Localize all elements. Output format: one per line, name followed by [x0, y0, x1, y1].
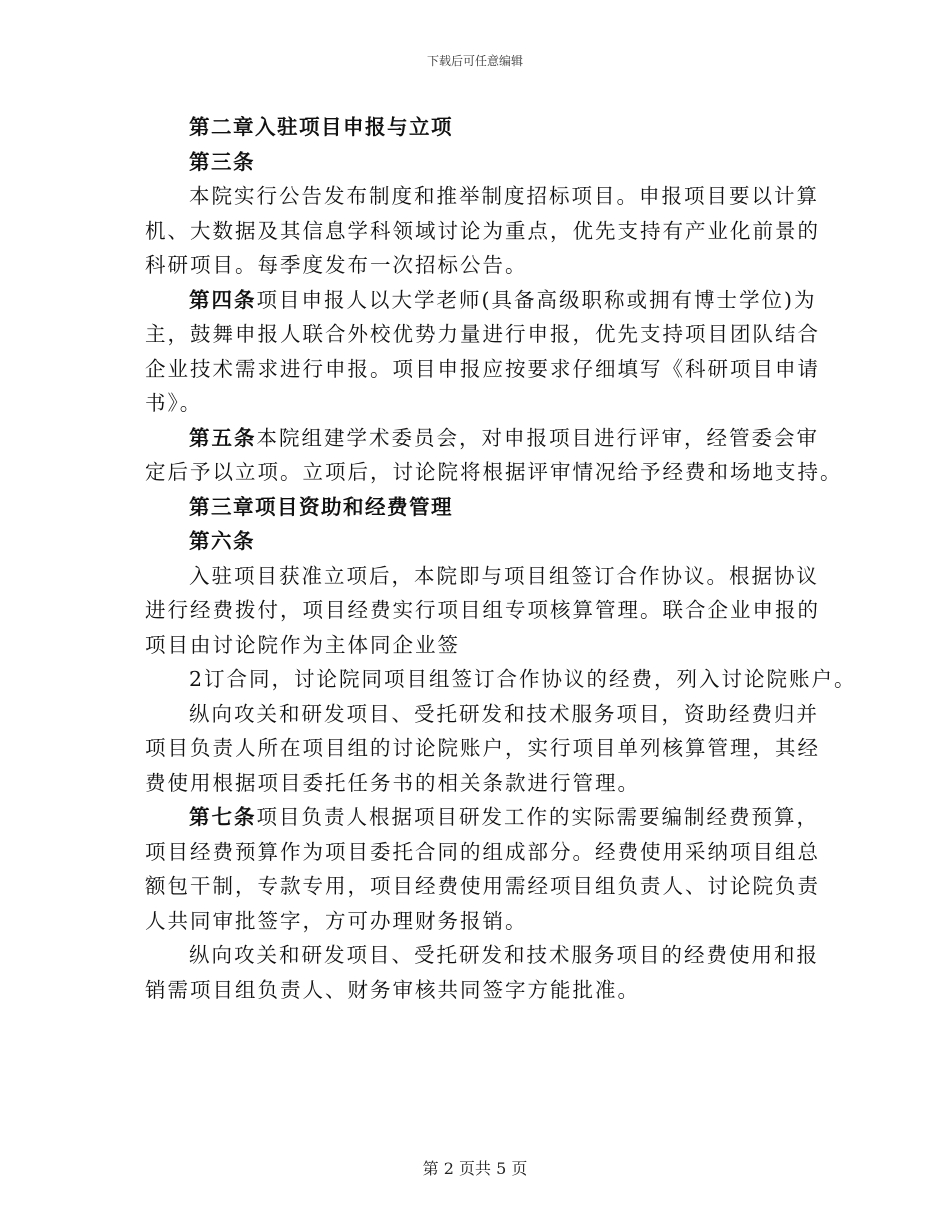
article-5-first-line [145, 421, 819, 456]
article-4-text: 项目申报人以大学老师(具备高级职称或拥有博士学位)为 [256, 287, 817, 312]
article-5-line: 定后予以立项。立项后，讨论院将根据评审情况给予经费和场地支持。 [145, 460, 843, 484]
article-5-label: 第五条 [189, 425, 257, 450]
article-7-line: 额包干制，专款专用，项目经费使用需经项目组负责人、讨论院负责 [145, 874, 820, 898]
article-6-line: 进行经费拨付，项目经费实行项目组专项核算管理。联合企业申报的 [145, 598, 820, 622]
article-7-line: 人共同审批签字，方可办理财务报销。 [145, 908, 528, 933]
chapter-2-title: 第二章入驻项目申报与立项 [189, 115, 453, 139]
article-7-first-line [145, 800, 819, 835]
article-4-line: 主，鼓舞申报人联合外校优势力量进行申报，优先支持项目团队结合 [145, 322, 820, 346]
article-7-text: 项目负责人根据项目研发工作的实际需要编制经费预算， [256, 805, 819, 829]
chapter-3-title: 第三章项目资助和经费管理 [189, 494, 453, 519]
article-5-text: 本院组建学术委员会，对申报项目进行评审，经管委会审 [256, 425, 819, 450]
article-6-line: 入驻项目获准立项后，本院即与项目组签订合作协议。根据协议 [189, 563, 819, 588]
article-7-paragraph-2-line: 销需项目组负责人、财务审核共同签字方能批准。 [145, 977, 640, 1002]
article-3-title: 第三条 [189, 149, 255, 174]
article-6-title: 第六条 [189, 529, 255, 553]
article-7-paragraph-2-line: 纵向攻关和研发项目、受托研发和技术服务项目的经费使用和报 [189, 943, 819, 967]
article-7-label: 第七条 [189, 805, 257, 829]
article-6-paragraph-3-line: 纵向攻关和研发项目、受托研发和技术服务项目，资助经费归并 [189, 701, 819, 726]
article-6-line: 项目由讨论院作为主体同企业签 [145, 632, 460, 657]
article-3-line: 机、大数据及其信息学科领域讨论为重点，优先支持有产业化前景的 [145, 218, 820, 243]
page-number: 第 2 页共 5 页 [422, 1159, 528, 1178]
article-4-line: 企业技术需求进行申报。项目申报应按要求仔细填写《科研项目申请 [145, 356, 820, 381]
article-6-paragraph-3-line: 项目负责人所在项目组的讨论院账户，实行项目单列核算管理，其经 [145, 736, 820, 760]
article-3-line: 本院实行公告发布制度和推举制度招标项目。申报项目要以计算 [189, 184, 819, 208]
article-4-first-line [145, 283, 817, 318]
article-3-line: 科研项目。每季度发布一次招标公告。 [145, 253, 528, 277]
article-4-label: 第四条 [189, 287, 257, 312]
document-body [145, 110, 857, 1007]
article-6-paragraph-2: 2订合同，讨论院同项目组签订合作协议的经费，列入讨论院账户。 [189, 667, 857, 691]
article-4-line: 书》。 [145, 391, 203, 415]
article-7-line: 项目经费预算作为项目委托合同的组成部分。经费使用采纳项目组总 [145, 839, 820, 864]
page-header: 下载后可任意编辑 [426, 54, 523, 68]
article-6-paragraph-3-line: 费使用根据项目委托任务书的相关条款进行管理。 [145, 770, 640, 795]
